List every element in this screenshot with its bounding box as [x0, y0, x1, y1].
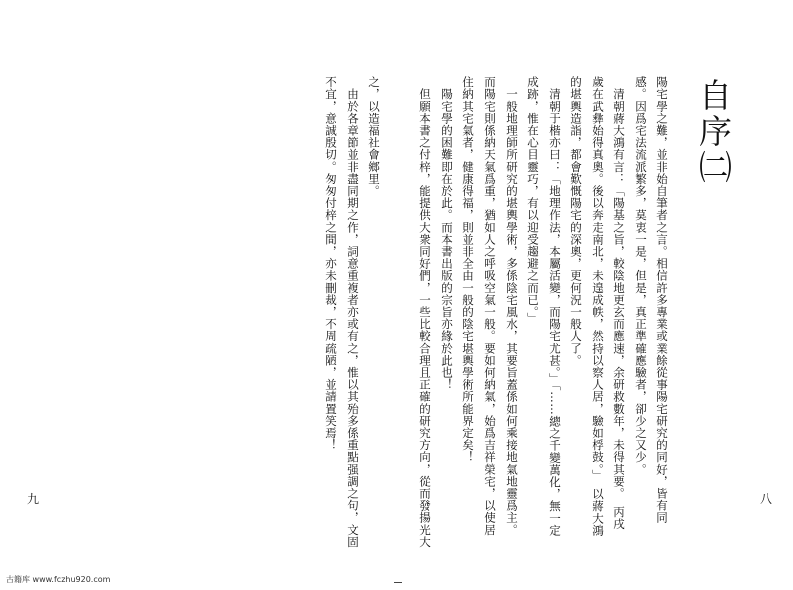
right-page-column-5: 的堪輿造詣，都會歎慨陽宅的深奧，更何況一般人了。 — [569, 76, 583, 367]
right-page-column-2: 感。因爲宅法流派繁多，莫衷一是，但是，真正準確應驗者，卻少之又少。 — [634, 76, 648, 476]
left-page-column-2: 由於各章節並非盡同期之作，詞意重複者亦或有之，惟以其殆多係重點强調之句，文固 — [346, 76, 360, 548]
left-page-number: 九 — [27, 492, 40, 506]
right-page-column-12: 但願本書之付梓，能提供大衆同好們，一些比較合理且正確的研究方向，從而發揚光大 — [418, 76, 432, 548]
left-page-column-1: 之，以造福社會鄉里。 — [367, 76, 381, 197]
right-page-column-4: 歲在武彝始得真奧。後以奔走南北，未遑成帙，然持以察人居，驗如桴鼓。」 以蔣大鴻 — [591, 76, 605, 537]
right-page-number: 八 — [760, 492, 773, 506]
section-title: 自序㈡ — [694, 78, 733, 186]
right-page-column-6: 清朝于楷亦曰：「地理作法，本屬活變，而陽宅尤甚。」「……總之千變萬化，無一定 — [548, 76, 562, 537]
right-page-column-9: 而陽宅則係納天氣爲重，猶如人之呼吸空氣一般。要如何納氣，始爲吉祥榮宅，以使居 — [483, 76, 497, 536]
right-page-column-1: 陽宅學之難，並非始自筆者之言。相信許多專業或業餘從事陽宅研究的同好，皆有同 — [655, 76, 669, 524]
right-page-column-3: 清朝蔣大鴻有言：「陽基之旨，較陰地更玄而應速，余研救數年，未得其要。 丙戌 — [612, 76, 626, 531]
right-page-column-7: 成跡，惟在心目靈巧，有以迎受趨避之而已。」 — [526, 76, 540, 325]
gutter-mark — [394, 582, 402, 583]
right-page-column-8: 一般地理師所研究的堪輿學術，多係陰宅風水，其要旨蓋係如何乘接地氣地靈爲主。 — [505, 76, 519, 536]
watermark-text: 古籍库 www.fczhu920.com — [6, 575, 111, 584]
left-page-column-3: 不宜，意誠殷切。匆匆付梓之間，亦未刪裁，不周疏陋，並請置笑焉！ — [324, 76, 338, 452]
right-page-column-11: 陽宅學的困難即在於此。而本書出版的宗旨亦緣於此也！ — [440, 76, 454, 391]
right-page-column-10: 住納其宅氣者，健康得福，則並非全由一般的陰宅堪輿學術所能界定矣！ — [461, 76, 475, 464]
